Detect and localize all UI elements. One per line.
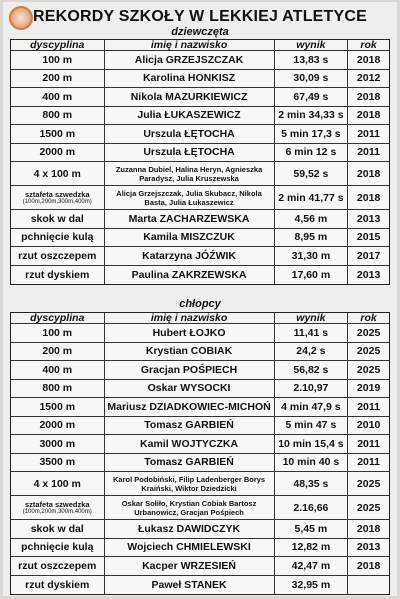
event-cell: pchnięcie kulą <box>11 539 105 557</box>
event-cell: 1500 m <box>11 125 105 143</box>
table-header <box>11 40 389 51</box>
event-cell: 1500 m <box>11 398 105 416</box>
athlete-name-cell: Kamila MISZCZUK <box>105 229 275 247</box>
year-cell: 2025 <box>356 363 381 376</box>
event-cell: rzut dyskiem <box>11 576 105 595</box>
boys-label: chłopcy <box>179 298 221 310</box>
result-cell: 24,2 s <box>275 343 349 361</box>
table-row <box>11 324 389 343</box>
event-cell: 2000 m <box>11 144 105 162</box>
table-row <box>11 229 389 248</box>
year-cell: 2018 <box>356 191 381 204</box>
event-cell: 2000 m <box>11 417 105 435</box>
year-cell: 2018 <box>356 109 381 122</box>
result-cell: 5 min 47 s <box>275 417 349 435</box>
year-cell: 2018 <box>356 522 381 535</box>
year-cell: 2015 <box>356 231 381 244</box>
year-cell: 2017 <box>356 249 381 262</box>
athlete-name-cell: Wojciech CHMIELEWSKI <box>105 539 275 557</box>
year-cell: 2025 <box>356 477 381 490</box>
table-row <box>11 472 389 496</box>
result-cell: 42,47 m <box>275 557 349 575</box>
year-cell <box>348 576 389 595</box>
year-cell: 2025 <box>356 501 381 514</box>
boys-records-table <box>10 312 390 595</box>
event-cell: rzut oszczepem <box>11 247 105 265</box>
event-cell: skok w dal <box>11 210 105 228</box>
event-cell: 800 m <box>11 107 105 125</box>
event-cell: 3500 m <box>11 454 105 472</box>
event-cell: 4 x 100 m <box>11 162 105 185</box>
table-row <box>11 144 389 163</box>
event-cell: rzut dyskiem <box>11 266 105 285</box>
girls-label: dziewczęta <box>171 26 229 38</box>
table-row <box>11 125 389 144</box>
girls-records-table <box>10 39 390 285</box>
page-title: REKORDY SZKOŁY W LEKKIEJ ATLETYCE <box>32 8 368 25</box>
header-year: rok <box>360 39 377 51</box>
table-row <box>11 70 389 89</box>
table-row <box>11 210 389 229</box>
athlete-name-cell: Oskar WYSOCKI <box>105 380 275 398</box>
event-cell: 100 m <box>11 51 105 69</box>
athlete-name-cell: Paulina ZAKRZEWSKA <box>105 266 275 285</box>
table-row <box>11 186 389 210</box>
result-cell: 48,35 s <box>275 472 349 495</box>
table-row <box>11 557 389 576</box>
athlete-name-cell: Kacper WRZESIEŃ <box>105 557 275 575</box>
athlete-name-cell: Tomasz GARBIEŃ <box>105 417 275 435</box>
table-row <box>11 380 389 399</box>
year-cell: 2011 <box>357 456 380 469</box>
event-cell: pchnięcie kulą <box>11 229 105 247</box>
year-cell: 2025 <box>356 326 381 339</box>
result-cell: 2.10,97 <box>275 380 349 398</box>
year-cell: 2011 <box>357 127 380 140</box>
result-cell: 10 min 15,4 s <box>275 435 349 453</box>
table-row <box>11 107 389 126</box>
year-cell: 2012 <box>356 72 381 85</box>
year-cell: 2013 <box>356 268 381 281</box>
athlete-name-cell: Kamil WOJTYCZKA <box>105 435 275 453</box>
table-row <box>11 162 389 186</box>
athlete-name-cell: Zuzanna Dubiel, Halina Heryn, Agnieszka Paradysz, Julia Kruszewska <box>105 162 275 185</box>
table-row <box>11 247 389 266</box>
athlete-name-cell: Nikola MAZURKIEWICZ <box>105 88 275 106</box>
table-row <box>11 496 389 520</box>
header-event: dyscyplina <box>11 313 105 323</box>
result-cell: 8,95 m <box>275 229 349 247</box>
athlete-name-cell: Krystian COBIAK <box>105 343 275 361</box>
table-row <box>11 361 389 380</box>
result-cell: 30,09 s <box>275 70 349 88</box>
year-cell: 2011 <box>357 146 380 159</box>
header-event: dyscyplina <box>11 40 105 50</box>
year-cell: 2018 <box>356 90 381 103</box>
athlete-name-cell: Łukasz DAWIDCZYK <box>105 520 275 538</box>
header-name: imię i nazwisko <box>105 313 275 323</box>
header-result: wynik <box>275 40 349 50</box>
records-board <box>3 2 397 596</box>
result-cell: 56,82 s <box>275 361 349 379</box>
header-year: rok <box>360 312 377 324</box>
athlete-name-cell: Gracjan POŚPIECH <box>105 361 275 379</box>
table-row <box>11 343 389 362</box>
event-cell: 800 m <box>11 380 105 398</box>
year-cell: 2013 <box>356 212 381 225</box>
event-cell: 200 m <box>11 70 105 88</box>
event-cell: rzut oszczepem <box>11 557 105 575</box>
athlete-name-cell: Mariusz DZIADKOWIEC-MICHOŃ <box>105 398 275 416</box>
athlete-name-cell: Oskar Sołiło, Krystian Cobiak Bartosz Urbanowicz, Gracjan Pośpiech <box>105 496 275 519</box>
result-cell: 4,56 m <box>275 210 349 228</box>
result-cell: 32,95 m <box>275 576 349 595</box>
result-cell: 6 min 12 s <box>275 144 349 162</box>
result-cell: 31,30 m <box>275 247 349 265</box>
table-row <box>11 88 389 107</box>
athlete-name-cell: Urszula ŁĘTOCHA <box>105 144 275 162</box>
event-cell <box>11 186 105 209</box>
result-cell: 4 min 47,9 s <box>275 398 349 416</box>
table-row <box>11 51 389 70</box>
event-cell <box>11 496 105 519</box>
athlete-name-cell: Karol Podobiński, Filip Ladenberger Borys Kraiński, Wiktor Dziedzicki <box>105 472 275 495</box>
result-cell: 2 min 41,77 s <box>275 186 349 209</box>
event-label: sztafeta szwedzka <box>24 499 90 509</box>
header-name: imię i nazwisko <box>105 40 275 50</box>
result-cell: 17,60 m <box>275 266 349 285</box>
result-cell: 59,52 s <box>275 162 349 185</box>
event-cell: 200 m <box>11 343 105 361</box>
table-row <box>11 539 389 558</box>
year-cell: 2025 <box>356 345 381 358</box>
athlete-name-cell: Hubert ŁOJKO <box>105 324 275 342</box>
result-cell: 12,82 m <box>275 539 349 557</box>
event-cell: 400 m <box>11 361 105 379</box>
table-row <box>11 266 389 285</box>
athlete-name-cell: Tomasz GARBIEŃ <box>105 454 275 472</box>
table-row <box>11 454 389 473</box>
result-cell: 2.16,66 <box>275 496 349 519</box>
event-sublabel: (100m,200m,300m,400m) <box>22 508 92 515</box>
result-cell: 5 min 17,3 s <box>275 125 349 143</box>
header-result: wynik <box>275 313 349 323</box>
athlete-name-cell: Katarzyna JÓŹWIK <box>105 247 275 265</box>
year-cell: 2018 <box>356 167 381 180</box>
result-cell: 13,83 s <box>275 51 349 69</box>
year-cell: 2011 <box>357 437 380 450</box>
year-cell: 2018 <box>356 53 381 66</box>
event-cell: 4 x 100 m <box>11 472 105 495</box>
result-cell: 5,45 m <box>275 520 349 538</box>
year-cell: 2011 <box>357 400 380 413</box>
event-cell: 100 m <box>11 324 105 342</box>
event-label: sztafeta szwedzka <box>24 189 90 199</box>
event-cell: skok w dal <box>11 520 105 538</box>
athlete-name-cell: Marta ZACHARZEWSKA <box>105 210 275 228</box>
athlete-name-cell: Julia ŁUKASZEWICZ <box>105 107 275 125</box>
year-cell: 2019 <box>356 382 381 395</box>
event-sublabel: (100m,200m,300m,400m) <box>22 198 92 205</box>
table-row <box>11 398 389 417</box>
result-cell: 2 min 34,33 s <box>275 107 349 125</box>
result-cell: 67,49 s <box>275 88 349 106</box>
table-row <box>11 417 389 436</box>
year-cell: 2013 <box>356 541 381 554</box>
event-cell: 400 m <box>11 88 105 106</box>
athlete-name-cell: Karolina HONKISZ <box>105 70 275 88</box>
table-row <box>11 520 389 539</box>
athlete-name-cell: Alicja Grzejszczak, Julia Skubacz, Nikola Basta, Julia Łukaszewicz <box>105 186 275 209</box>
result-cell: 10 min 40 s <box>275 454 349 472</box>
year-cell: 2018 <box>356 559 381 572</box>
table-row <box>11 435 389 454</box>
result-cell: 11,41 s <box>275 324 349 342</box>
year-cell: 2010 <box>356 419 381 432</box>
event-cell: 3000 m <box>11 435 105 453</box>
athlete-name-cell: Alicja GRZEJSZCZAK <box>105 51 275 69</box>
table-header <box>11 313 389 324</box>
athlete-name-cell: Paweł STANEK <box>105 576 275 595</box>
table-row <box>11 576 389 595</box>
athlete-name-cell: Urszula ŁĘTOCHA <box>105 125 275 143</box>
